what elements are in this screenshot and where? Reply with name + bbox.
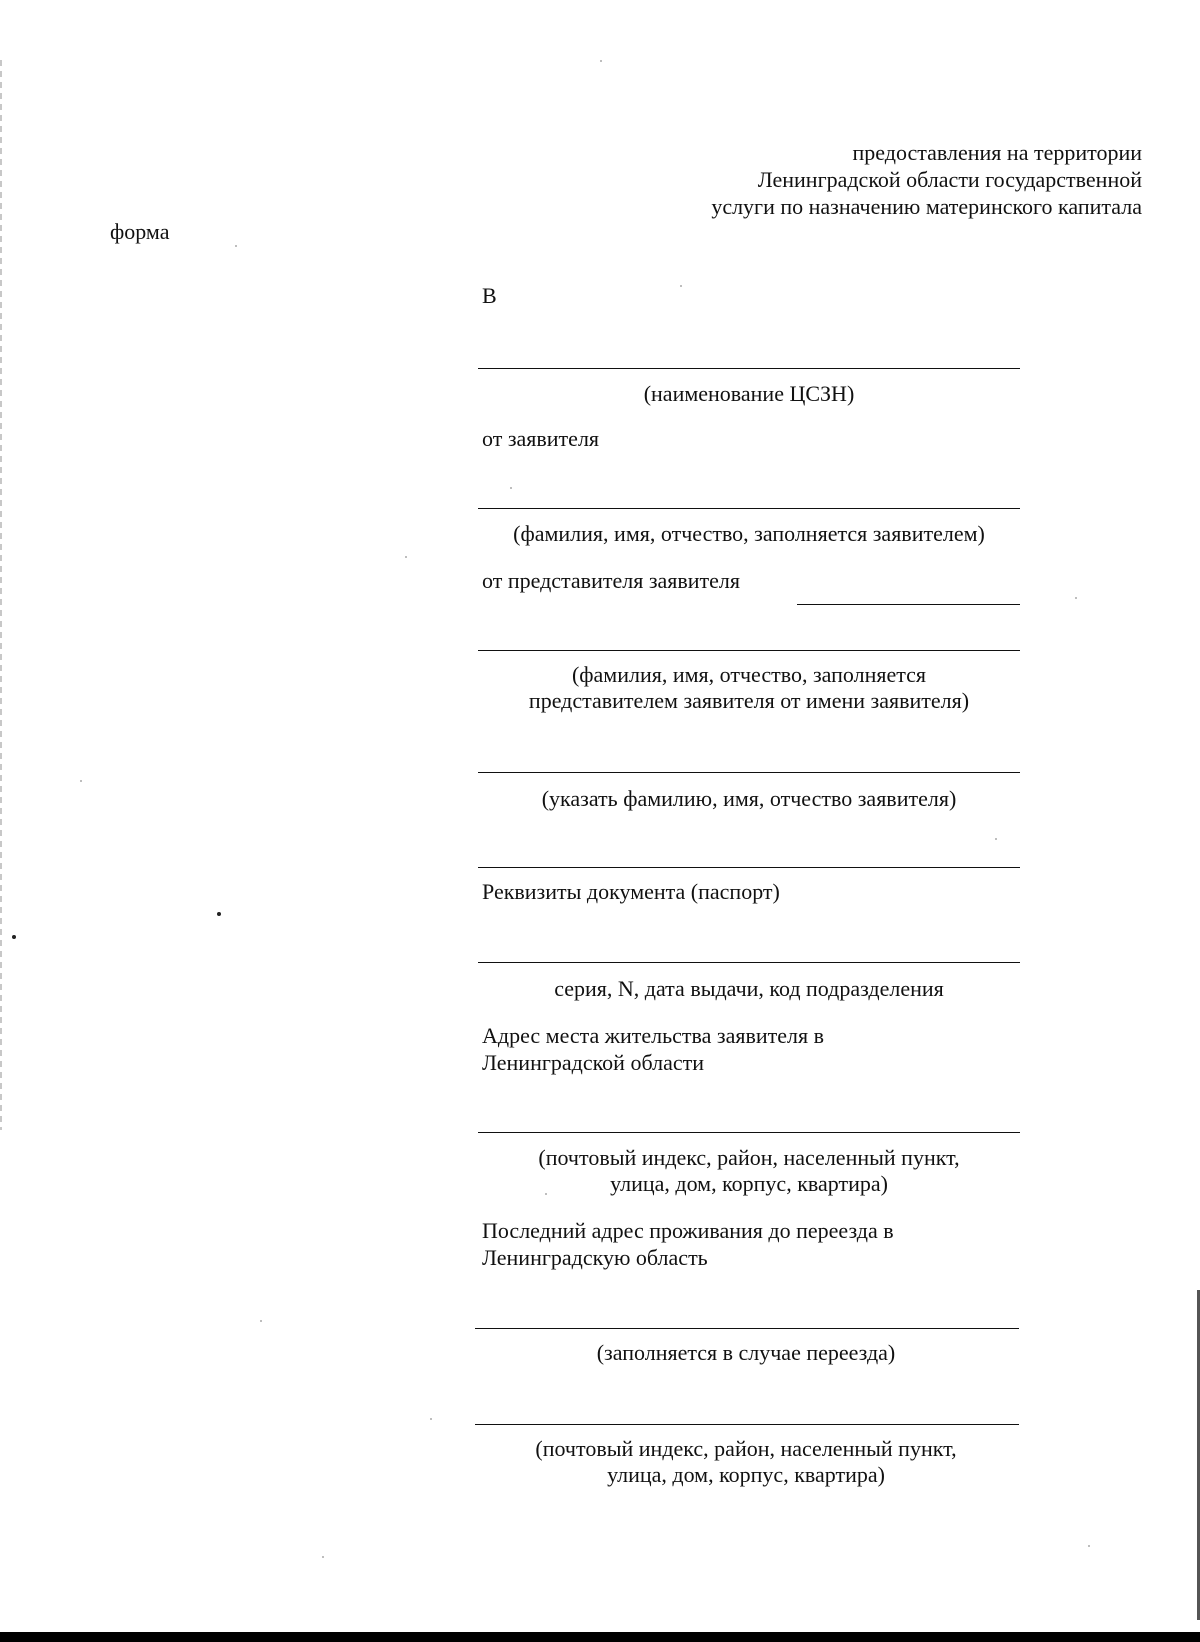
last-address-caption-text: (заполняется в случае переезда) [596, 1340, 896, 1365]
scan-speck [1075, 597, 1077, 599]
scan-speck [430, 1418, 432, 1420]
scan-speck [1088, 1545, 1090, 1547]
address-label-line-1: Адрес места жительства заявителя в [482, 1023, 825, 1048]
last-address-label [482, 1217, 894, 1271]
scan-speck [322, 1556, 324, 1558]
address-caption-line-2: улица, дом, корпус, квартира) [610, 1171, 888, 1196]
applicant-caption-text: (фамилия, имя, отчество, заполняется заявителем) [513, 521, 985, 546]
passport-details-line[interactable] [478, 962, 1020, 963]
scan-speck [12, 935, 16, 939]
last-address-caption-2-line-2: улица, дом, корпус, квартира) [607, 1462, 885, 1487]
applicant-name-line[interactable] [478, 508, 1020, 509]
to-prefix: В [482, 283, 497, 308]
representative-caption [478, 662, 1020, 714]
address-caption [478, 1145, 1020, 1197]
header-line-3: услуги по назначению материнского капитала [711, 194, 1142, 219]
applicant-name-caption-text: (указать фамилию, имя, отчество заявителя) [541, 786, 957, 811]
last-address-label-line-2: Ленинградскую область [482, 1245, 708, 1270]
scan-speck [995, 838, 997, 840]
czsn-name-line[interactable] [478, 368, 1020, 369]
applicant-caption [478, 521, 1020, 547]
czsn-caption-text: (наименование ЦСЗН) [643, 381, 855, 406]
address-line[interactable] [478, 1132, 1020, 1133]
scan-speck [600, 60, 602, 62]
representative-caption-line-1: (фамилия, имя, отчество, заполняется [571, 662, 927, 687]
scan-speck [405, 556, 407, 558]
representative-short-line[interactable] [797, 604, 1020, 605]
scan-speck [235, 245, 237, 247]
document-header [711, 139, 1142, 220]
header-line-2: Ленинградской области государственной [757, 167, 1142, 192]
applicant-fullname-line[interactable] [478, 772, 1020, 773]
scan-speck [680, 285, 682, 287]
scan-speck [260, 1320, 262, 1322]
passport-top-line[interactable] [478, 867, 1020, 868]
representative-label: от представителя заявителя [482, 568, 741, 593]
address-caption-line-1: (почтовый индекс, район, населенный пункт, [538, 1145, 960, 1170]
czsn-caption [478, 381, 1020, 407]
last-address-caption-2 [475, 1436, 1017, 1488]
passport-caption-text: серия, N, дата выдачи, код подразделения [554, 976, 944, 1001]
scan-edge-left [0, 60, 2, 1130]
passport-label: Реквизиты документа (паспорт) [482, 879, 780, 904]
applicant-label: от заявителя [482, 426, 600, 451]
passport-caption [478, 976, 1020, 1002]
address-label [482, 1022, 824, 1076]
last-address-label-line-1: Последний адрес проживания до переезда в [482, 1218, 894, 1243]
scan-speck [510, 487, 512, 489]
form-label: форма [110, 219, 170, 244]
address-label-line-2: Ленинградской области [482, 1050, 704, 1075]
scan-edge-bottom [0, 1632, 1200, 1642]
last-address-caption-2-line-1: (почтовый индекс, район, населенный пункт, [535, 1436, 957, 1461]
header-line-1: предоставления на территории [852, 140, 1142, 165]
applicant-name-caption [478, 786, 1020, 812]
last-address-line[interactable] [475, 1328, 1019, 1329]
scan-speck [80, 780, 82, 782]
representative-name-line[interactable] [478, 650, 1020, 651]
representative-caption-line-2: представителем заявителя от имени заявителя) [528, 688, 970, 713]
scan-speck [217, 912, 221, 916]
last-address-caption [475, 1340, 1017, 1366]
last-address-details-line[interactable] [475, 1424, 1019, 1425]
